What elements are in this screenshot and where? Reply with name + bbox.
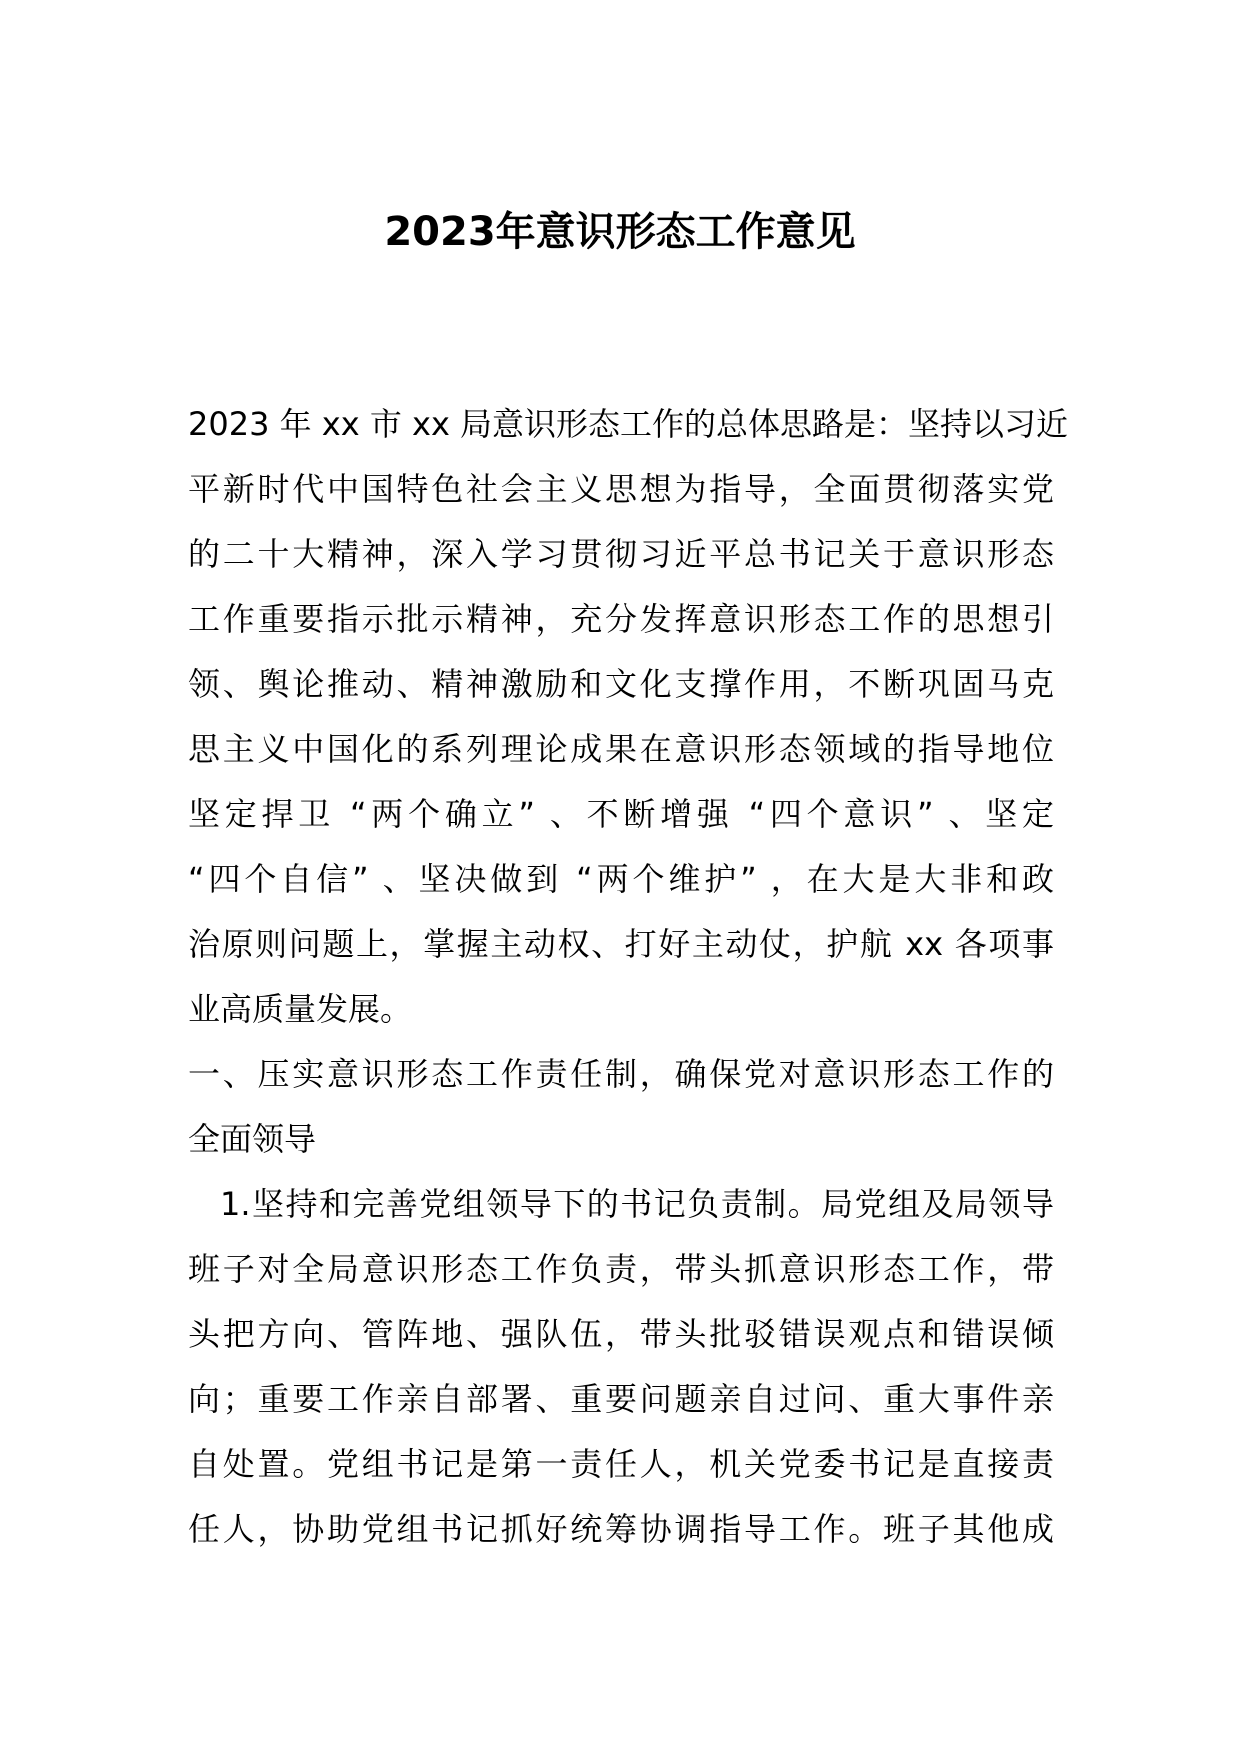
- text-line: 平新时代中国特色社会主义思想为指导，全面贯彻落实党: [188, 470, 1054, 508]
- section-heading-1: [188, 1042, 1054, 1172]
- text-line: 思主义中国化的系列理论成果在意识形态领域的指导地位: [188, 730, 1054, 768]
- paragraph-intro: [188, 392, 1069, 1042]
- text-line: 领、舆论推动、精神激励和文化支撑作用，不断巩固马克: [188, 665, 1054, 703]
- text-line: 业高质量发展。: [188, 990, 413, 1028]
- text-line: 任人，协助党组书记抓好统筹协调指导工作。班子其他成: [188, 1510, 1054, 1548]
- document-body: [188, 392, 1069, 1562]
- text-line: 一、压实意识形态工作责任制，确保党对意识形态工作的: [188, 1055, 1054, 1093]
- text-line: 治原则问题上，掌握主动权、打好主动仗，护航 xx 各项事: [188, 925, 1054, 963]
- text-line: 自处置。党组书记是第一责任人，机关党委书记是直接责: [188, 1445, 1054, 1483]
- text-line: 1.坚持和完善党组领导下的书记负责制。局党组及局领导: [220, 1185, 1054, 1223]
- paragraph-item-1: [188, 1172, 1054, 1562]
- text-line: 坚定捍卫 “两个确立” 、不断增强 “四个意识” 、坚定: [188, 795, 1054, 833]
- text-line: 头把方向、管阵地、强队伍，带头批驳错误观点和错误倾: [188, 1315, 1054, 1353]
- text-line: 的二十大精神，深入学习贯彻习近平总书记关于意识形态: [188, 535, 1054, 573]
- text-line: 全面领导: [188, 1120, 317, 1158]
- text-line: “四个自信” 、坚决做到 “两个维护” ，在大是大非和政: [188, 860, 1054, 898]
- text-line: 向；重要工作亲自部署、重要问题亲自过问、重大事件亲: [188, 1380, 1054, 1418]
- text-line: 班子对全局意识形态工作负责，带头抓意识形态工作，带: [188, 1250, 1054, 1288]
- document-title: 2023年意识形态工作意见: [384, 209, 856, 255]
- text-line: 2023 年 xx 市 xx 局意识形态工作的总体思路是：坚持以习近: [188, 405, 1069, 443]
- text-line: 工作重要指示批示精神，充分发挥意识形态工作的思想引: [188, 600, 1054, 638]
